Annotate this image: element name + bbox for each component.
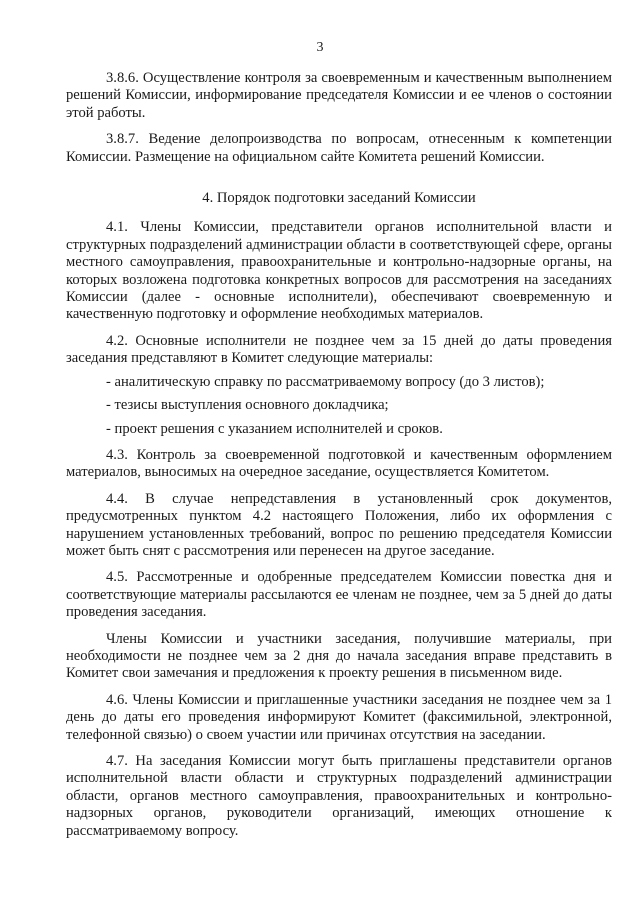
paragraph-4-5-continued: Члены Комиссии и участники заседания, получившие материалы, при необходимости не позднее чем за 2 дня до начала заседания вправе представить в Комитет свои замечания и предложения к проекту решения в письменном виде. — [66, 630, 612, 682]
list-item: - проект решения с указанием исполнителей и сроков. — [106, 420, 443, 437]
list-item: - тезисы выступления основного докладчика; — [106, 397, 389, 414]
paragraph-4-3: 4.3. Контроль за своевременной подготовкой и качественным оформлением материалов, выносимых на очередное заседание, осуществляется Комитетом. — [66, 446, 612, 481]
document-body — [66, 70, 612, 846]
paragraph-3-8-6: 3.8.6. Осуществление контроля за своевременным и качественным выполнением решений Комиссии, информирование председателя Комиссии и ее членов о состоянии этой работы. — [66, 70, 612, 121]
list-item: - аналитическую справку по рассматриваемому вопросу (до 3 листов); — [106, 373, 545, 390]
paragraph-4-5: 4.5. Рассмотренные и одобренные председателем Комиссии повестка дня и соответствующие материалы рассылаются ее членам не позднее, чем за 5 дней до даты проведения заседания. — [66, 569, 612, 621]
paragraph-4-2: 4.2. Основные исполнители не позднее чем за 15 дней до даты проведения заседания представляют в Комитет следующие материалы: — [66, 332, 612, 367]
section-heading: 4. Порядок подготовки заседаний Комиссии — [202, 190, 476, 207]
paragraph-4-4: 4.4. В случае непредставления в установленный срок документов, предусмотренных пунктом 4.2 настоящего Положения, либо их оформления с нарушением установленных требований, вопрос по решению председателя Комиссии может быть снят с рассмотрения или перенесен на другое заседание. — [66, 490, 612, 559]
page-number: 3 — [316, 40, 324, 55]
paragraph-3-8-7: 3.8.7. Ведение делопроизводства по вопросам, отнесенным к компетенции Комиссии. Размещение на официальном сайте Комитета решений Комиссии. — [66, 131, 612, 165]
paragraph-4-7: 4.7. На заседания Комиссии могут быть приглашены представители органов исполнительной власти области и структурных подразделений администрации области, органов местного самоуправления, правоохранительных и контрольно-надзорных органов, руководители организаций, имеющих отношение к рассматриваемому вопросу. — [66, 753, 612, 839]
paragraph-4-6: 4.6. Члены Комиссии и приглашенные участники заседания не позднее чем за 1 день до даты его проведения информируют Комитет (факсимильной, электронной, телефонной связью) о своем участии или причинах отсутствия на заседании. — [66, 691, 612, 743]
paragraph-4-1: 4.1. Члены Комиссии, представители органов исполнительной власти и структурных подразделений администрации области в соответствующей сфере, органы местного самоуправления, правоохранительные и контрольно-надзорные органы, на которых возложена подготовка конкретных вопросов для рассмотрения на заседаниях Комиссии (далее - основные исполнители), обеспечивают своевременную и качественную подготовку и оформление необходимых материалов. — [66, 219, 612, 323]
